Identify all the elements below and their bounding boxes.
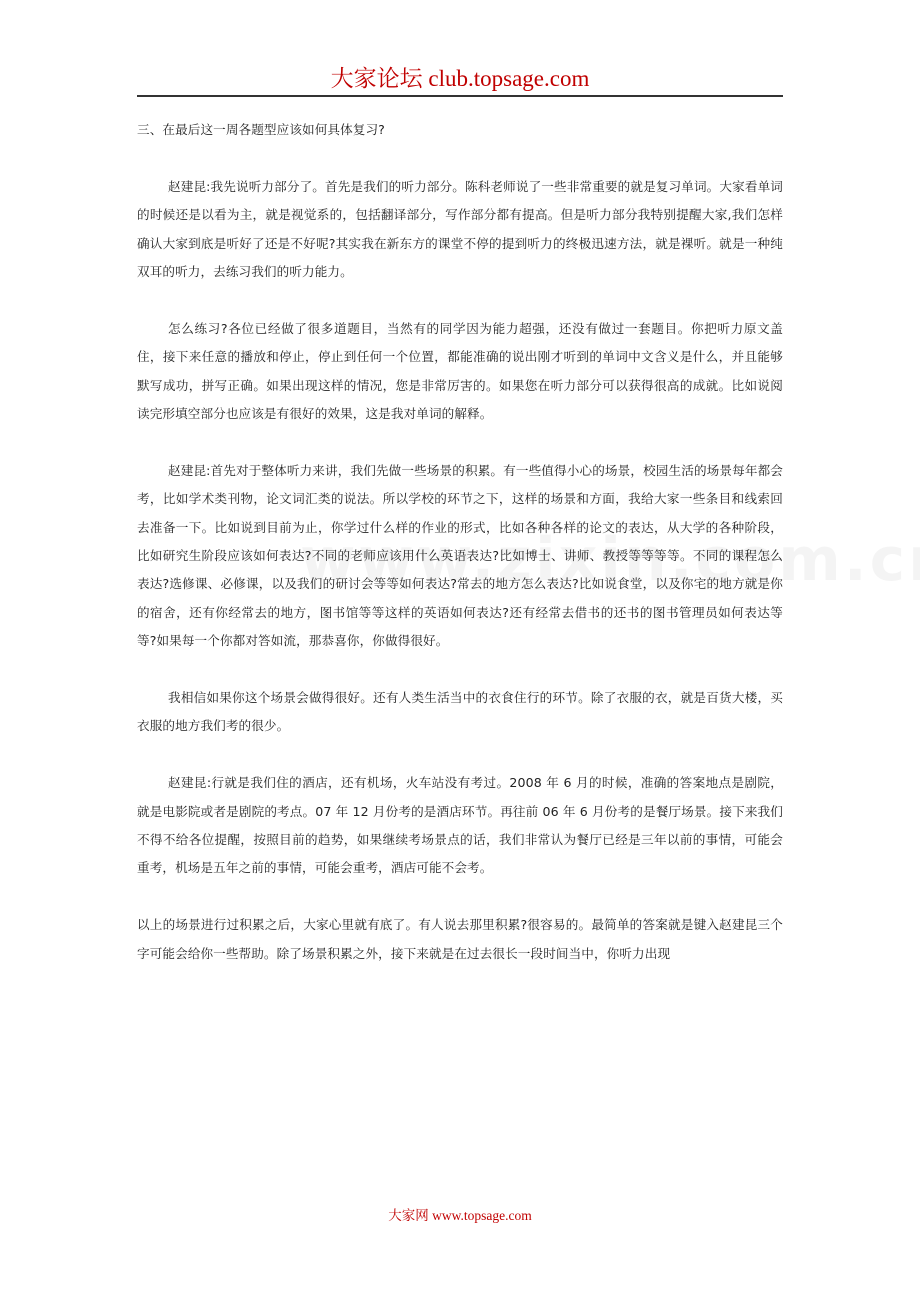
paragraph-4: 我相信如果你这个场景会做得很好。还有人类生活当中的衣食住行的环节。除了衣服的衣，就是百货大楼，买衣服的地方我们考的很少。	[137, 690, 783, 734]
closing-paragraph: 以上的场景进行过积累之后，大家心里就有底了。有人说去那里积累?很容易的。最简单的答案就是键入赵建昆三个字可能会给你一些帮助。除了场景积累之外，接下来就是在过去很长一段时间当中，你听力出现	[137, 917, 783, 961]
paragraph-3: 赵建昆:首先对于整体听力来讲，我们先做一些场景的积累。有一些值得小心的场景，校园生活的场景每年都会考，比如学术类刊物，论文词汇类的说法。所以学校的环节之下，这样的场景和方面，我给大家一些条目和线索回去准备一下。比如说到目前为止，你学过什么样的作业的形式，比如各种各样的论文的表达，从大学的各种阶段，比如研究生阶段应该如何表达?不同的老师应该用什么英语表达?比如博士、讲师、教授等等等等。不同的课程怎么表达?选修课、必修课，以及我们的研讨会等等如何表达?常去的地方怎么表达?比如说食堂，以及你宅的地方就是你的宿舍，还有你经常去的地方，图书馆等等这样的英语如何表达?还有经常去借书的还书的图书管理员如何表达等等?如果每一个你都对答如流，那恭喜你，你做得很好。	[137, 462, 783, 649]
paragraph-5: 赵建昆:行就是我们住的酒店，还有机场，火车站没有考过。2008 年 6 月的时候，准确的答案地点是剧院，就是电影院或者是剧院的考点。07 年 12 月份考的是酒店环节。再往前 06 年 6 月份考的是餐厅场景。接下来我们不得不给各位提醒，按照目前的趋势，如果继续考场景点的话，我们非常认为餐厅已经是三年以前的事情，可能会重考，机场是五年之前的事情，可能会重考，酒店可能不会考。	[137, 775, 783, 876]
header-divider	[137, 95, 783, 97]
footer-link[interactable]: 大家网 www.topsage.com	[388, 1208, 532, 1223]
header-title[interactable]: 大家论坛 club.topsage.com	[330, 66, 590, 91]
paragraph-1: 赵建昆:我先说听力部分了。首先是我们的听力部分。陈科老师说了一些非常重要的就是复习单词。大家看单词的时候还是以看为主，就是视觉系的，包括翻译部分，写作部分都有提高。但是听力部分我特别提醒大家,我们怎样确认大家到底是听好了还是不好呢?其实我在新东方的课堂不停的提到听力的终极迅速方法，就是裸听。就是一种纯双耳的听力，去练习我们的听力能力。	[137, 178, 783, 280]
paragraph-2: 怎么练习?各位已经做了很多道题目，当然有的同学因为能力超强，还没有做过一套题目。你把听力原文盖住，接下来任意的播放和停止，停止到任何一个位置，都能准确的说出刚才听到的单词中文含义是什么，并且能够默写成功，拼写正确。如果出现这样的情况，您是非常厉害的。如果您在听力部分可以获得很高的成就。比如说阅读完形填空部分也应该是有很好的效果，这是我对单词的解释。	[137, 320, 783, 422]
article-body	[137, 116, 783, 996]
section-heading: 三、在最后这一周各题型应该如何具体复习?	[137, 122, 385, 137]
